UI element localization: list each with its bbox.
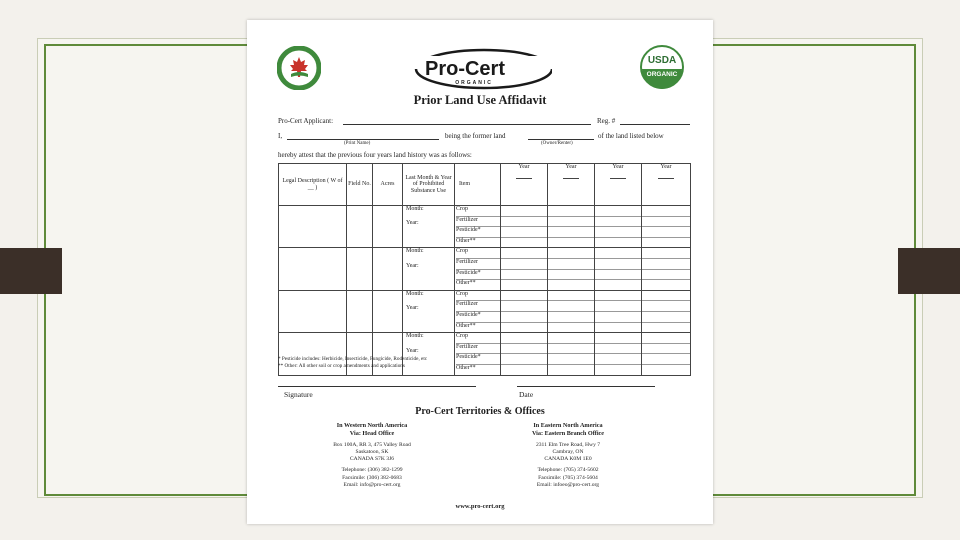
print-name-field[interactable]: [287, 139, 439, 140]
year-cell[interactable]: [642, 248, 691, 290]
east-address-3: CANADA K0M 1E0: [544, 456, 592, 463]
reg-field[interactable]: [620, 124, 690, 125]
item-cell: Crop Fertilizer Pesticide* Other**: [455, 290, 501, 332]
website-link[interactable]: www.pro-cert.org: [455, 503, 505, 510]
west-heading-1: In Western North America: [336, 422, 408, 429]
footnote-other: ** Other: All other soil or crop amendments and applications: [278, 363, 405, 369]
reg-label: Reg. #: [597, 117, 616, 125]
header-year-3: Year: [595, 164, 642, 206]
west-fax: Facsimile: (306) 382-0683: [342, 474, 402, 481]
usda-text: USDA: [647, 55, 677, 66]
year-cell[interactable]: [548, 290, 595, 332]
header-year-1: Year: [501, 164, 548, 206]
year-cell[interactable]: [642, 333, 691, 375]
of-land-label: of the land listed below: [598, 132, 664, 140]
acres-cell[interactable]: [373, 206, 403, 248]
east-email: Email: infoeo@pro-cert.org: [536, 481, 600, 488]
pro-cert-logo: [412, 46, 552, 92]
last-use-cell[interactable]: Month: Year:: [403, 290, 455, 332]
west-phone: Telephone: (306) 382-1299: [341, 467, 403, 474]
last-use-cell[interactable]: Month: Year:: [403, 248, 455, 290]
east-phone: Telephone: (705) 374-5602: [537, 467, 599, 474]
footnote-pesticide: * Pesticide includes: Herbicide, Insecticide, Fungicide, Rodenticide, etc: [278, 356, 428, 362]
pro-cert-sub: ORGANIC: [455, 80, 493, 86]
biologique-canada-seal-icon: [277, 46, 321, 90]
year-cell[interactable]: [595, 248, 642, 290]
applicant-label: Pro-Cert Applicant:: [278, 117, 334, 125]
west-address-3: CANADA S7K 3J6: [349, 456, 395, 463]
land-history-table: [278, 163, 691, 376]
usda-organic-text: ORGANIC: [646, 71, 678, 78]
print-name-note: (Print Name): [344, 141, 371, 146]
item-cell: Crop Fertilizer Pesticide* Other**: [455, 206, 501, 248]
header-acres: Acres: [373, 164, 403, 206]
year-cell[interactable]: [548, 248, 595, 290]
former-label: being the former land: [445, 132, 506, 140]
field-cell[interactable]: [347, 206, 373, 248]
field-cell[interactable]: [347, 290, 373, 332]
header-legal: Legal Description ( W of __ ): [279, 164, 347, 206]
signature-label: Signature: [284, 390, 313, 399]
form-title: Prior Land Use Affidavit: [413, 93, 547, 107]
year-cell[interactable]: [595, 206, 642, 248]
signature-field[interactable]: [278, 386, 476, 387]
field-cell[interactable]: [347, 248, 373, 290]
i-label: I,: [278, 132, 283, 140]
header-last-month: Last Month & Year of Prohibited Substance Use: [403, 164, 455, 206]
east-address-1: 2311 Elm Tree Road, Hwy 7: [535, 441, 601, 448]
west-email: Email: info@pro-cert.org: [343, 481, 401, 488]
last-use-cell[interactable]: Month: Year:: [403, 333, 455, 375]
year-cell[interactable]: [642, 290, 691, 332]
legal-cell[interactable]: [279, 206, 347, 248]
table-row: [279, 248, 691, 290]
pro-cert-brand: Pro-Cert: [424, 58, 506, 80]
header-field: Field No.: [347, 164, 373, 206]
east-office: [478, 422, 658, 489]
year-cell[interactable]: [501, 248, 548, 290]
year-cell[interactable]: [501, 290, 548, 332]
header-year-4: Year: [642, 164, 691, 206]
east-address-2: Cambray, ON: [552, 449, 584, 456]
year-cell[interactable]: [548, 333, 595, 375]
date-field[interactable]: [517, 386, 655, 387]
east-heading-2: Via: Eastern Branch Office: [531, 429, 605, 437]
attest-text: hereby attest that the previous four years land history was as follows:: [278, 151, 472, 159]
header-item: Item: [455, 164, 501, 206]
west-heading-2: Via: Head Office: [349, 429, 395, 437]
legal-cell[interactable]: [279, 290, 347, 332]
header-year-2: Year: [548, 164, 595, 206]
year-cell[interactable]: [595, 290, 642, 332]
last-use-cell[interactable]: Month: Year:: [403, 206, 455, 248]
item-cell: Crop Fertilizer Pesticide* Other**: [455, 333, 501, 375]
year-cell[interactable]: [548, 206, 595, 248]
owner-renter-field[interactable]: [528, 139, 594, 140]
item-cell: Crop Fertilizer Pesticide* Other**: [455, 248, 501, 290]
table-row: [279, 290, 691, 332]
date-label: Date: [519, 390, 534, 399]
year-cell[interactable]: [595, 333, 642, 375]
right-side-tab: [898, 248, 960, 294]
west-address-2: Saskatoon, SK: [355, 449, 389, 456]
acres-cell[interactable]: [373, 248, 403, 290]
east-heading-1: In Eastern North America: [533, 422, 603, 429]
affidavit-document: [247, 20, 713, 524]
year-cell[interactable]: [501, 206, 548, 248]
left-side-tab: [0, 248, 62, 294]
west-address-1: Box 100A, RR 3, 475 Valley Road: [333, 441, 411, 448]
applicant-field[interactable]: [343, 124, 591, 125]
offices-title: Pro-Cert Territories & Offices: [415, 406, 545, 417]
east-fax: Facsimile: (705) 374-5604: [538, 474, 598, 481]
year-cell[interactable]: [642, 206, 691, 248]
west-office: [282, 422, 462, 489]
usda-organic-seal-icon: [639, 44, 685, 90]
year-cell[interactable]: [501, 333, 548, 375]
acres-cell[interactable]: [373, 290, 403, 332]
owner-renter-note: (Owner/Renter): [541, 141, 573, 146]
legal-cell[interactable]: [279, 248, 347, 290]
table-row: [279, 206, 691, 248]
